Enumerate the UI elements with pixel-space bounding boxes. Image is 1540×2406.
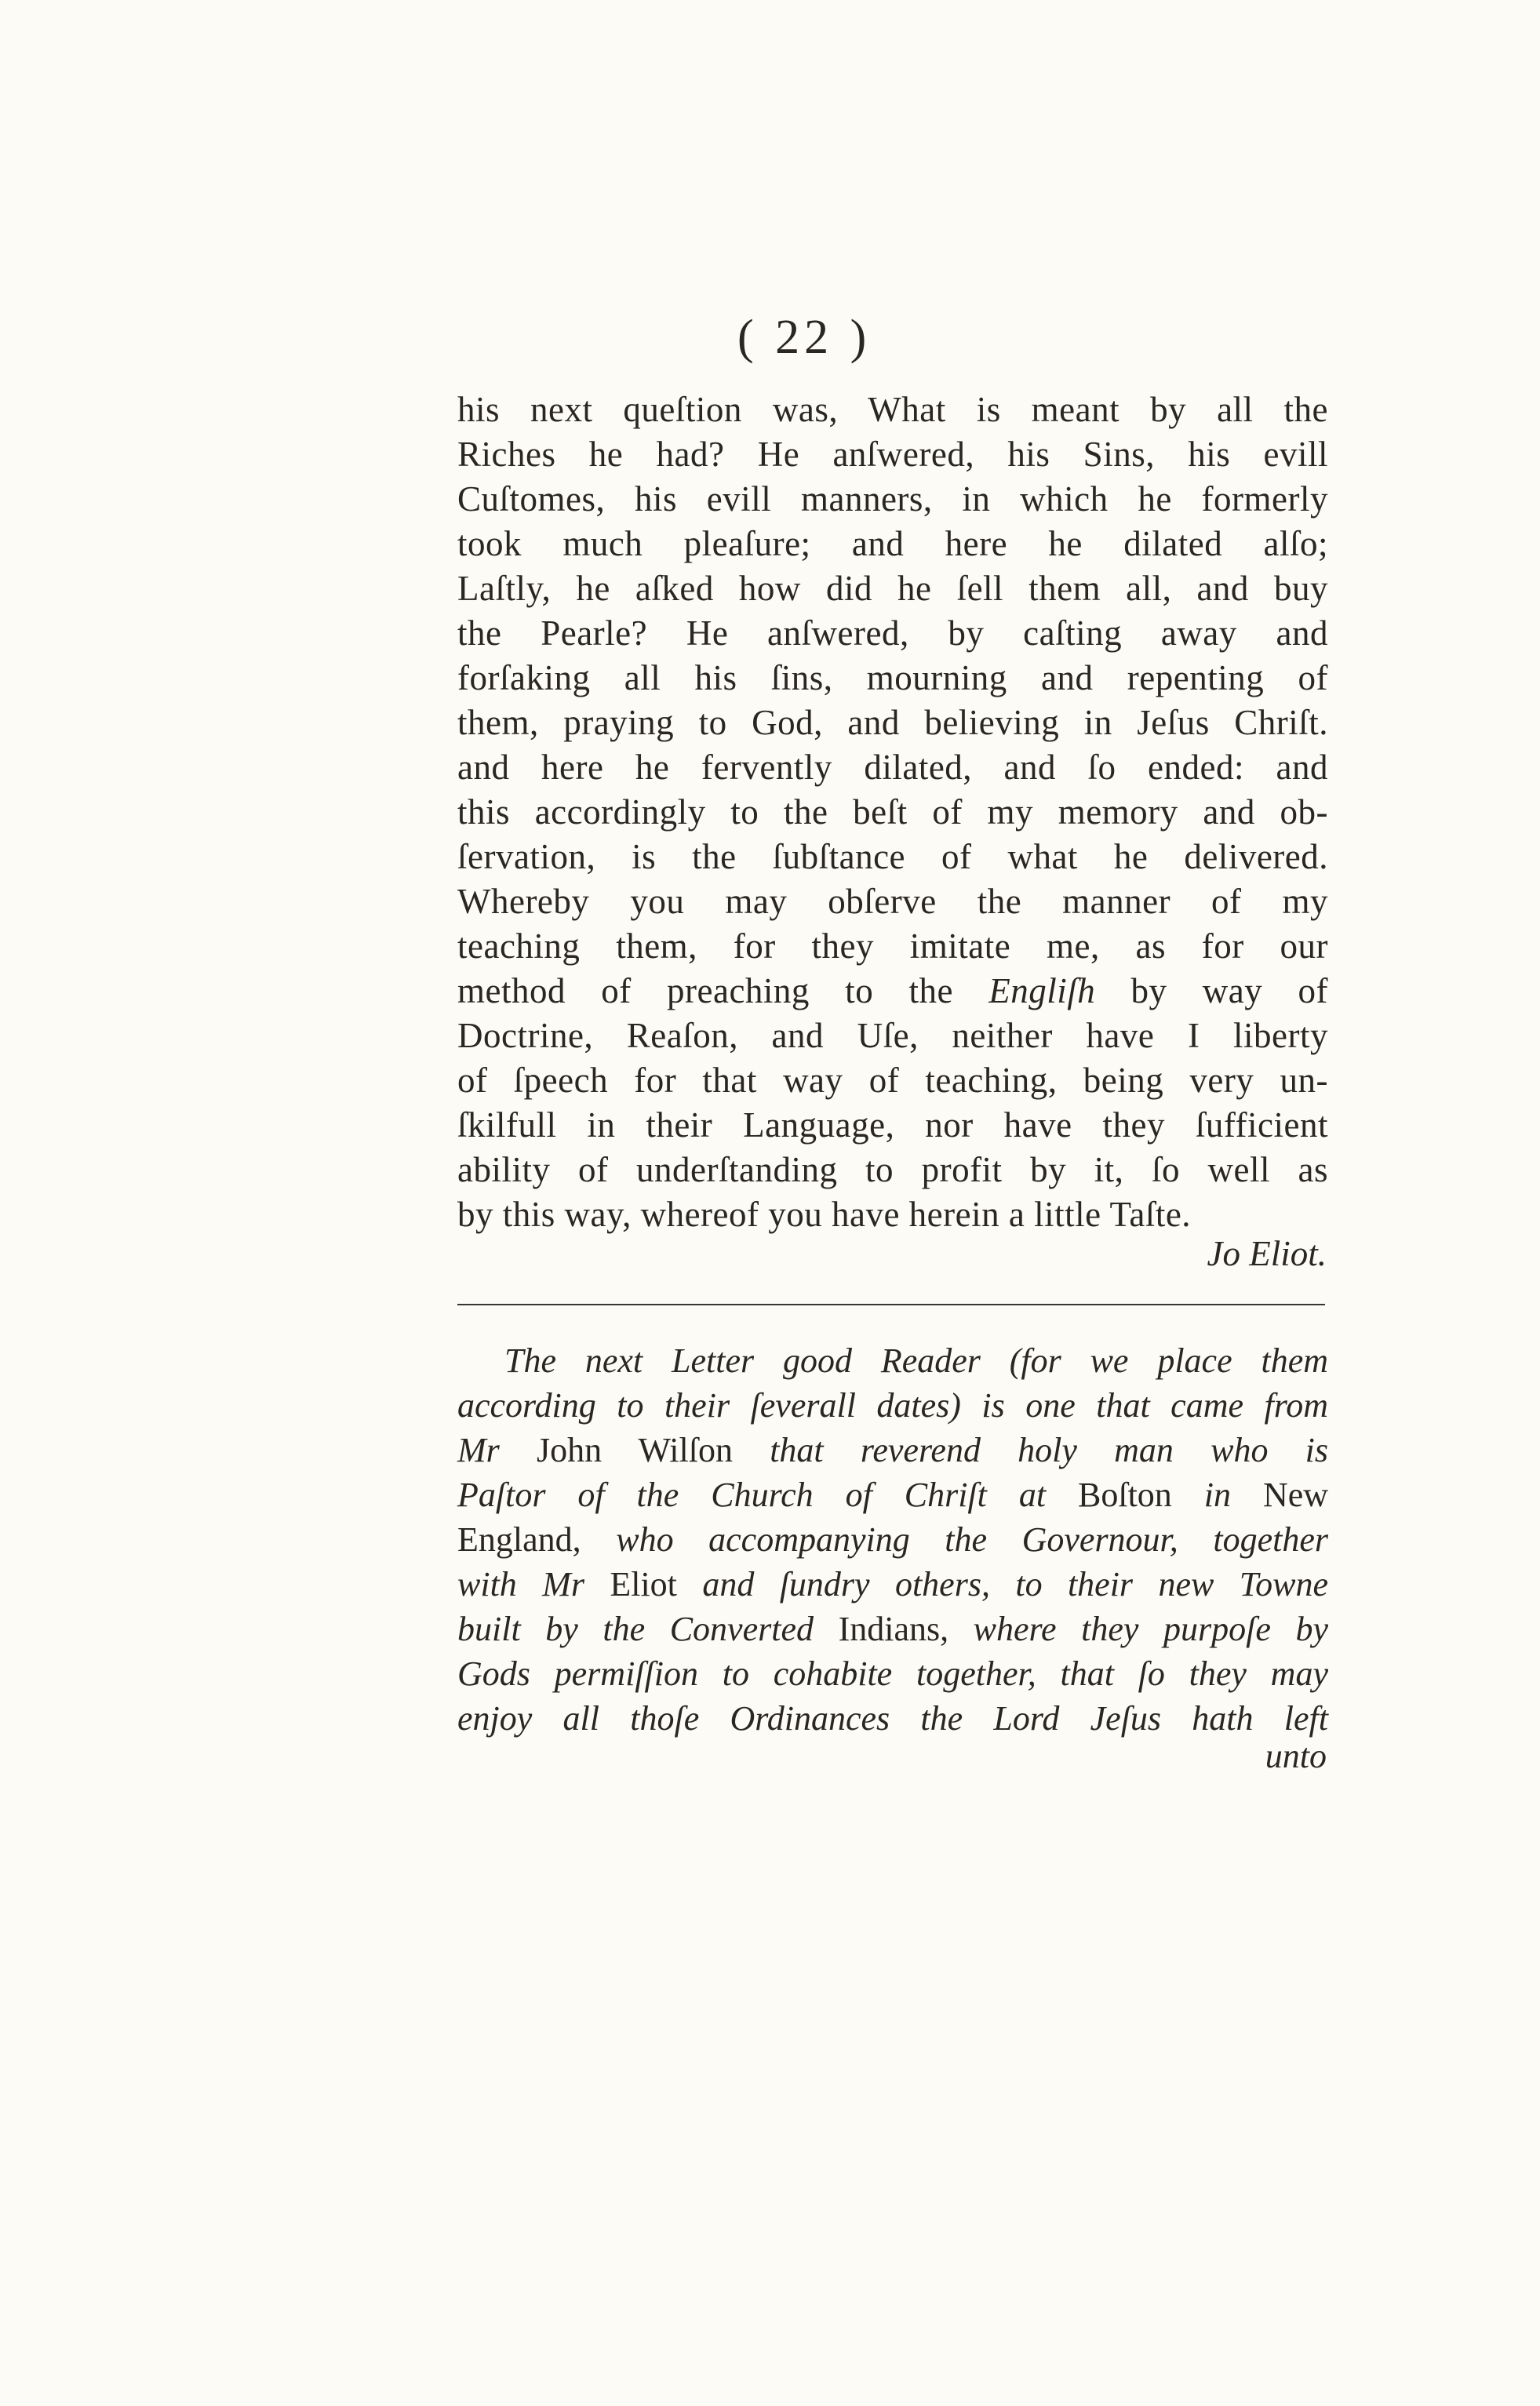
note-fragment: in: [1203, 1476, 1231, 1514]
note-fragment: and ſundry others, to their new Towne: [702, 1565, 1329, 1603]
page-number: ( 22 ): [737, 311, 872, 364]
note-fragment: built by the Converted: [457, 1610, 814, 1648]
body-text-fragment: method of preaching to the: [457, 971, 953, 1010]
editorial-note: [457, 1338, 1328, 1741]
note-line: [457, 1607, 1328, 1651]
body-line: the Pearle? He anſwered, by caſting away and: [457, 613, 1328, 653]
body-text-fragment: by way of: [1130, 971, 1328, 1010]
note-fragment: that reverend holy man who is: [770, 1431, 1329, 1469]
note-fragment-roman: John Wilſon: [537, 1431, 733, 1469]
body-line: forſaking all his ſins, mourning and repenting of: [457, 658, 1328, 697]
body-line: by this way, whereof you have herein a little Taſte.: [457, 1195, 1192, 1234]
body-line: Riches he had? He anſwered, his Sins, his evill: [457, 435, 1328, 474]
note-line: according to their ſeverall dates) is one that came from: [457, 1386, 1328, 1425]
note-fragment: where they purpoſe by: [973, 1610, 1328, 1648]
body-line: [457, 969, 1328, 1014]
note-line: The next Letter good Reader (for we place them: [504, 1341, 1328, 1380]
note-fragment: with Mr: [457, 1565, 584, 1603]
note-line: [457, 1562, 1328, 1607]
note-line: enjoy all thoſe Ordinances the Lord Jeſus hath left: [457, 1699, 1328, 1738]
italic-word: Engliſh: [988, 971, 1096, 1010]
body-line: ſkilfull in their Language, nor have they ſufficient: [457, 1105, 1328, 1145]
body-line: of ſpeech for that way of teaching, being very un-: [457, 1061, 1328, 1100]
note-line: [457, 1472, 1328, 1517]
body-line: Whereby you may obſerve the manner of my: [457, 882, 1328, 921]
note-fragment-roman: New: [1262, 1476, 1329, 1514]
horizontal-rule: [457, 1304, 1325, 1305]
letter-body: [457, 388, 1328, 1237]
body-line: Laſtly, he aſked how did he ſell them all, and buy: [457, 569, 1328, 608]
body-line: took much pleaſure; and here he dilated alſo;: [457, 524, 1328, 563]
note-fragment-roman: Indians,: [838, 1610, 949, 1648]
note-fragment-roman: Boſton: [1078, 1476, 1172, 1514]
body-line: ſervation, is the ſubſtance of what he delivered.: [457, 837, 1328, 876]
body-line: this accordingly to the beſt of my memory and ob-: [457, 792, 1328, 832]
note-line: Gods permiſſion to cohabite together, that ſo they may: [457, 1654, 1328, 1693]
body-line: his next queſtion was, What is meant by all the: [457, 390, 1328, 429]
signature: Jo Eliot.: [1207, 1234, 1327, 1273]
note-fragment-roman: England,: [457, 1520, 581, 1559]
body-line: them, praying to God, and believing in Jeſus Chriſt.: [457, 703, 1328, 742]
note-fragment: Paſtor of the Church of Chriſt at: [457, 1476, 1047, 1514]
note-line: [457, 1428, 1328, 1472]
body-line: teaching them, for they imitate me, as for our: [457, 926, 1328, 966]
body-line: and here he fervently dilated, and ſo ended: and: [457, 748, 1328, 787]
note-fragment: Mr: [457, 1431, 500, 1469]
catchword: unto: [1265, 1737, 1327, 1775]
note-fragment-roman: Eliot: [610, 1565, 677, 1603]
body-line: Doctrine, Reaſon, and Uſe, neither have I liberty: [457, 1016, 1328, 1055]
note-fragment: who accompanying the Governour, together: [616, 1520, 1329, 1559]
note-line: [457, 1517, 1328, 1562]
body-line: ability of underſtanding to profit by it, ſo well as: [457, 1150, 1328, 1189]
body-line: Cuſtomes, his evill manners, in which he formerly: [457, 479, 1328, 519]
